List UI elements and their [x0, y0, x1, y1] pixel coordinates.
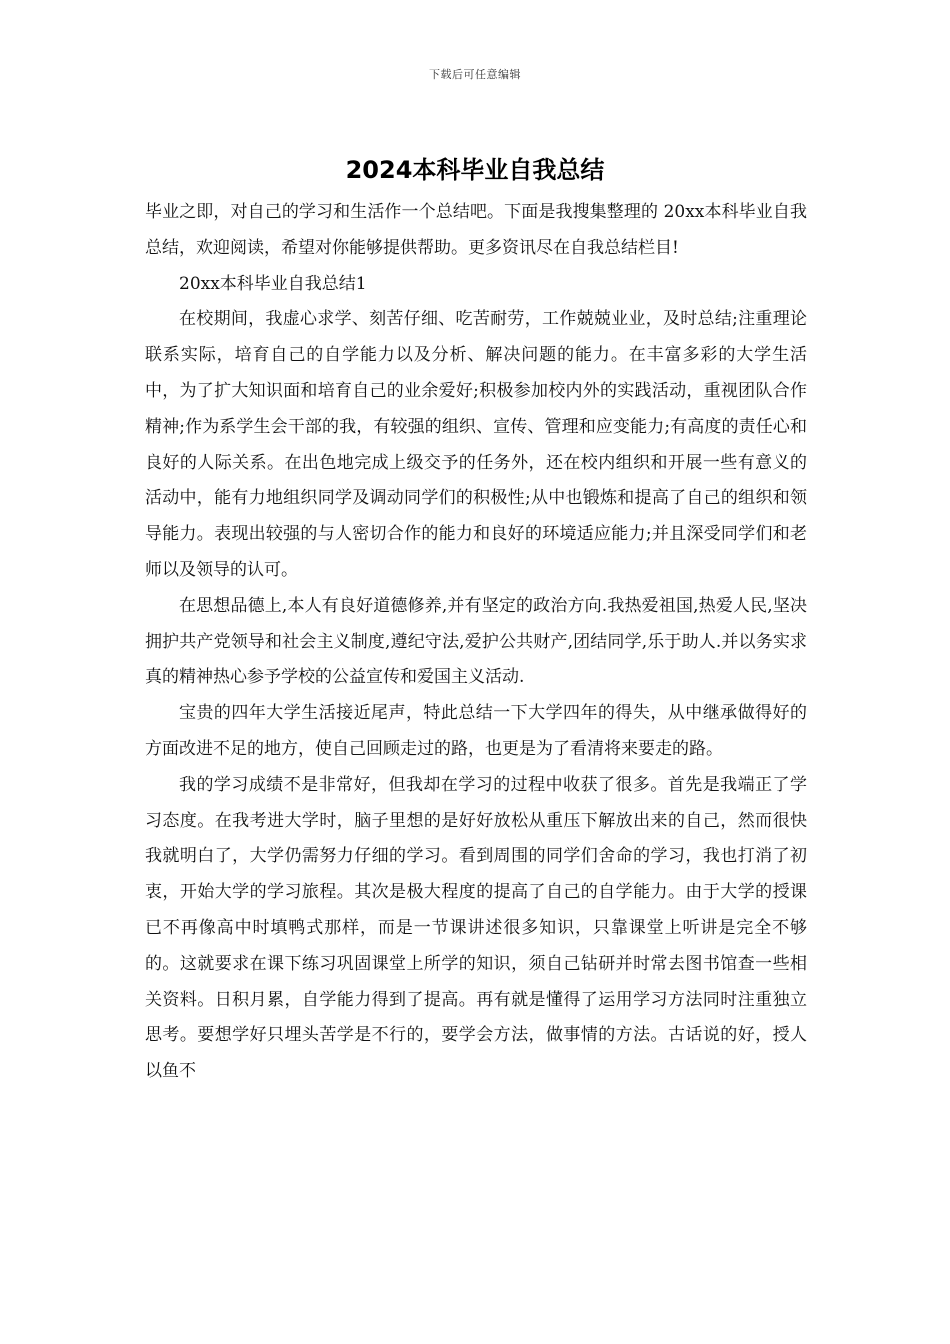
- body-paragraph: 宝贵的四年大学生活接近尾声，特此总结一下大学四年的得失，从中继承做得好的方面改进不足的地方，使自己回顾走过的路，也更是为了看清将来要走的路。: [145, 703, 807, 759]
- section-heading: 20xx本科毕业自我总结1: [179, 273, 367, 294]
- page-title: 2024本科毕业自我总结: [345, 156, 605, 184]
- body-paragraph: 在校期间，我虚心求学、刻苦仔细、吃苦耐劳，工作兢兢业业，及时总结;注重理论联系实际，培育自己的自学能力以及分析、解决问题的能力。在丰富多彩的大学生活中，为了扩大知识面和培育自己的业余爱好;积极参加校内外的实践活动，重视团队合作精神;作为系学生会干部的我，有较强的组织、宣传、管理和应变能力;有高度的责任心和良好的人际关系。在出色地完成上级交予的任务外，还在校内组织和开展一些有意义的活动中，能有力地组织同学及调动同学们的积极性;从中也锻炼和提高了自己的组织和领导能力。表现出较强的与人密切合作的能力和良好的环境适应能力;并且深受同学们和老师以及领导的认可。: [145, 309, 807, 580]
- document-body: [145, 195, 807, 1090]
- body-paragraph: 在思想品德上,本人有良好道德修养,并有坚定的政治方向.我热爱祖国,热爱人民,坚决拥护共产党领导和社会主义制度,遵纪守法,爱护公共财产,团结同学,乐于助人.并以务实求真的精神热心参予学校的公益宣传和爱国主义活动.: [145, 595, 807, 688]
- intro-paragraph: 毕业之即，对自己的学习和生活作一个总结吧。下面是我搜集整理的 20xx本科毕业自我总结，欢迎阅读，希望对你能够提供帮助。更多资讯尽在自我总结栏目!: [145, 202, 807, 258]
- body-paragraph: 我的学习成绩不是非常好，但我却在学习的过程中收获了很多。首先是我端正了学习态度。在我考进大学时，脑子里想的是好好放松从重压下解放出来的自己，然而很快我就明白了，大学仍需努力仔细的学习。看到周围的同学们舍命的学习，我也打消了初衷，开始大学的学习旅程。其次是极大程度的提高了自己的自学能力。由于大学的授课已不再像高中时填鸭式那样，而是一节课讲述很多知识，只靠课堂上听讲是完全不够的。这就要求在课下练习巩固课堂上所学的知识，须自己钻研并时常去图书馆查一些相关资料。日积月累，自学能力得到了提高。再有就是懂得了运用学习方法同时注重独立思考。要想学好只埋头苦学是不行的，要学会方法，做事情的方法。古话说的好，授人以鱼不: [145, 774, 807, 1082]
- header-note: 下载后可任意编辑: [429, 68, 521, 81]
